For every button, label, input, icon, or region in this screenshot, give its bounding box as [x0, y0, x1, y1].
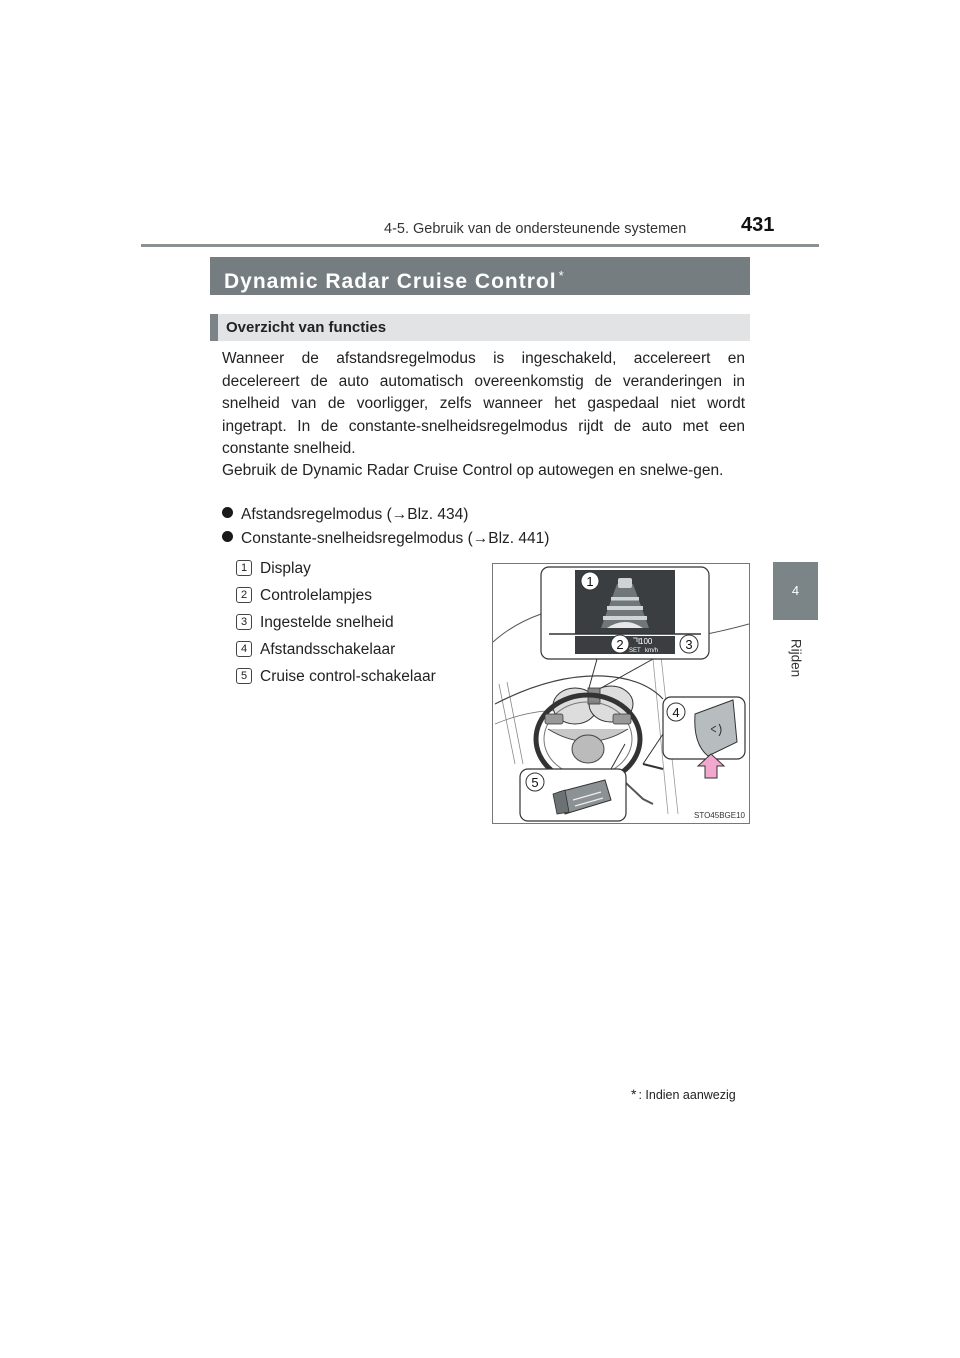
- section-title-text: Dynamic Radar Cruise Control: [224, 270, 557, 293]
- bullet-icon: [222, 507, 233, 518]
- bullet-constant-mode: [222, 530, 549, 548]
- usage-paragraph: Gebruik de Dynamic Radar Cruise Control op autowegen en snelwe-gen.: [222, 462, 724, 479]
- dashboard-illustration: [492, 563, 750, 824]
- item-label: Ingestelde snelheid: [260, 614, 394, 631]
- callout-4: 4: [672, 705, 680, 720]
- chapter-label: [781, 628, 811, 688]
- intro-paragraph: Wanneer de afstandsregelmodus is ingeschakeld, accelereert en decelereert de auto automatisch overeenkomstig de veranderingen in snelheid van de voorligger, zelfs wanneer het gaspedaal niet wordt ingetrapt. In de constante-snelheidsregelmodus rijdt de auto met een constante snelheid.: [222, 350, 745, 457]
- bullet-icon: [222, 531, 233, 542]
- callout-3: 3: [685, 637, 693, 652]
- bullet-text: Afstandsregelmodus (→Blz. 434): [241, 506, 469, 523]
- item-number: 4: [236, 641, 252, 657]
- chapter-tab: 4: [773, 562, 818, 620]
- display-unit: km/h: [645, 648, 659, 654]
- item-number: 3: [236, 614, 252, 630]
- running-header: 4-5. Gebruik van de ondersteunende systemen: [384, 221, 687, 237]
- bullet-text: Constante-snelheidsregelmodus (→Blz. 441): [241, 530, 550, 547]
- page-number: 431: [741, 214, 775, 236]
- item-number: 5: [236, 668, 252, 684]
- figure-code: STO45BGE10: [694, 811, 745, 820]
- display-set: SET: [629, 648, 641, 654]
- list-item: [236, 612, 436, 639]
- footnote-mark: *: [631, 1086, 637, 1102]
- list-item: [236, 558, 436, 585]
- bullet-distance-mode: [222, 506, 468, 524]
- footnote: [631, 1086, 736, 1102]
- item-number: 1: [236, 560, 252, 576]
- item-label: Cruise control-schakelaar: [260, 668, 436, 685]
- section-title: [210, 257, 750, 295]
- footnote-text: : Indien aanwezig: [638, 1088, 736, 1102]
- callout-5: 5: [531, 775, 539, 790]
- subsection-title: Overzicht van functies: [210, 314, 750, 341]
- item-label: Afstandsschakelaar: [260, 641, 396, 658]
- callout-2: 2: [616, 637, 624, 652]
- list-item: [236, 666, 436, 693]
- list-item: [236, 639, 436, 666]
- list-item: [236, 585, 436, 612]
- item-label: Display: [260, 560, 311, 577]
- display-speed: 100: [639, 637, 653, 646]
- chapter-label-text: Rijden: [788, 638, 804, 678]
- item-number: 2: [236, 587, 252, 603]
- dashboard-drawing: [493, 564, 749, 823]
- optional-mark: *: [558, 268, 565, 283]
- callout-1: 1: [586, 574, 594, 589]
- component-list: [236, 558, 436, 693]
- header-divider: [141, 244, 819, 247]
- item-label: Controlelampjes: [260, 587, 372, 604]
